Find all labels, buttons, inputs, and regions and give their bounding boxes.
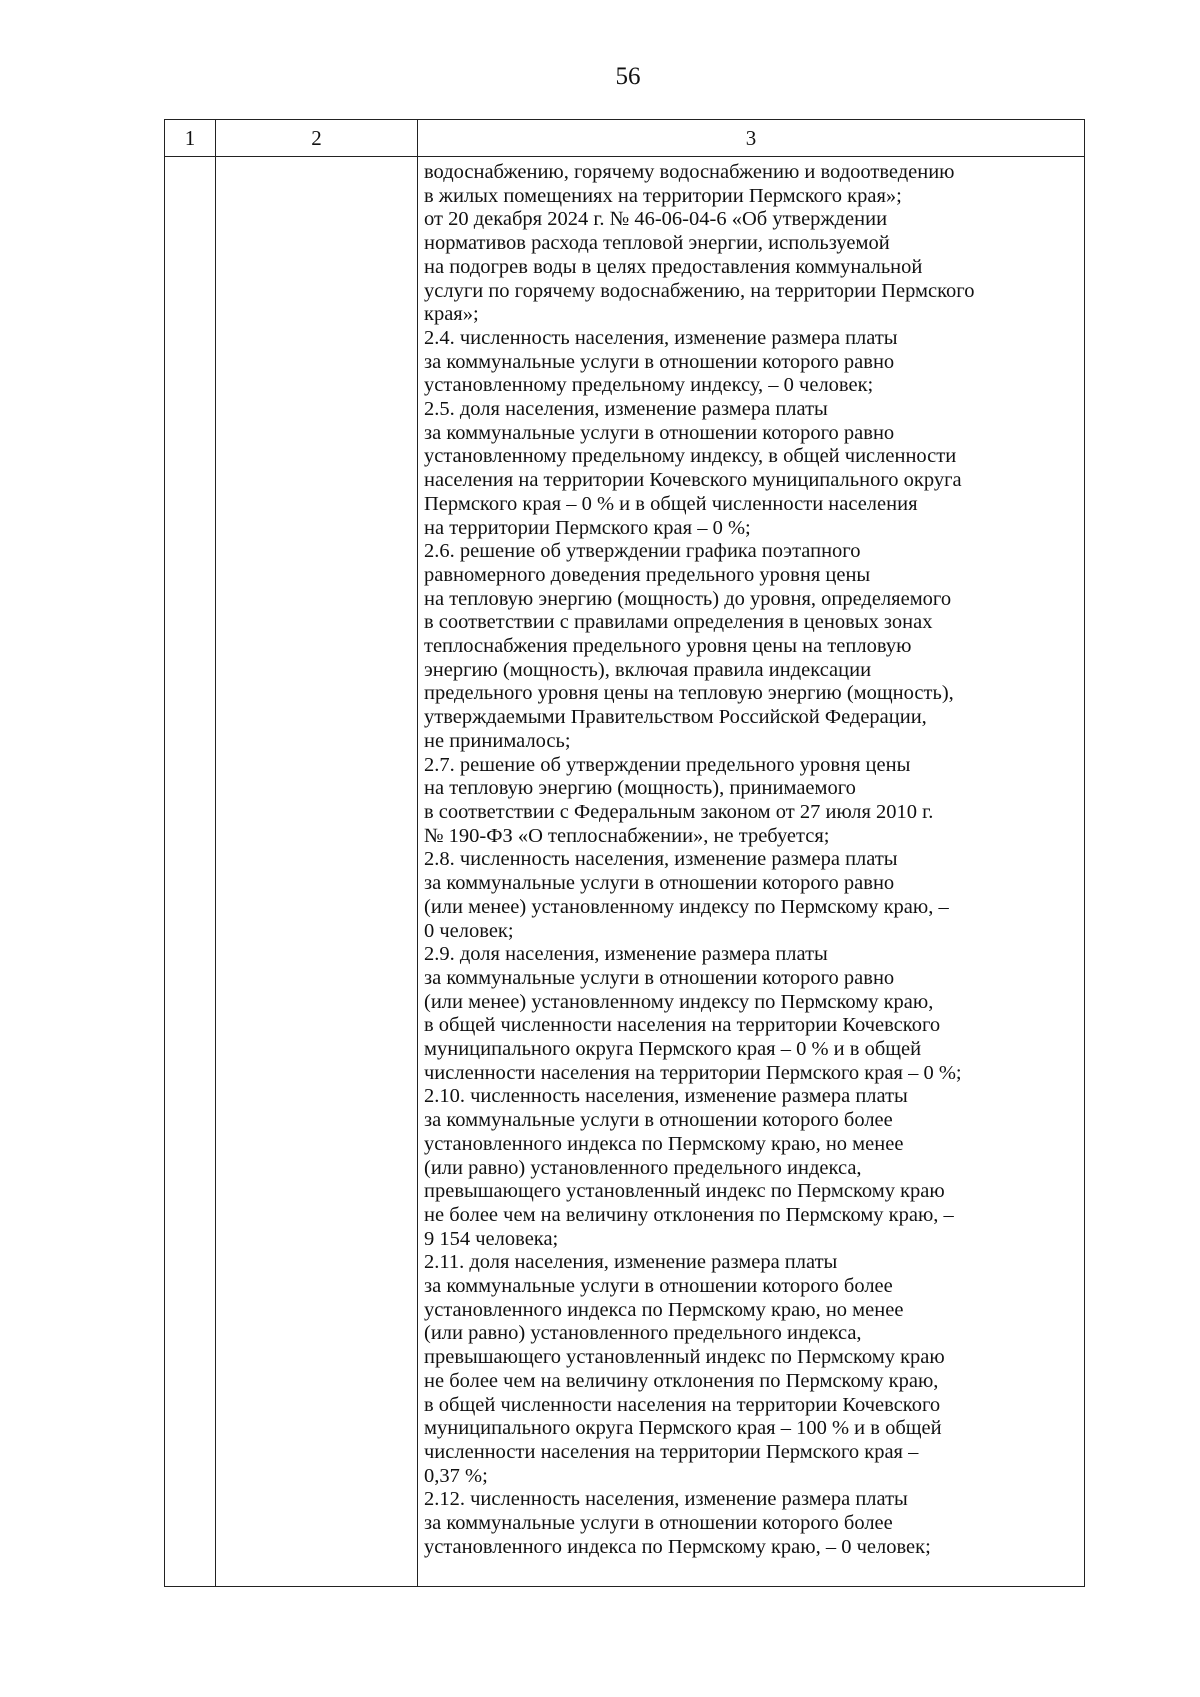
text-line: в общей численности населения на территории Кочевского (424, 1393, 941, 1416)
cell-col-1 (165, 157, 216, 1587)
text-line: услуги по горячему водоснабжению, на территории Пермского (424, 279, 975, 302)
cell-col-3 (418, 157, 1085, 1587)
text-line: 0,37 %; (424, 1464, 488, 1487)
text-line: энергию (мощность), включая правила индексации (424, 658, 872, 681)
text-line: нормативов расхода тепловой энергии, используемой (424, 232, 890, 255)
text-line: превышающего установленный индекс по Пермскому краю (424, 1180, 945, 1203)
text-line: за коммунальные услуги в отношении которого более (424, 1109, 893, 1132)
text-line: (или менее) установленному индексу по Пермскому краю, (424, 990, 934, 1013)
text-line: муниципального округа Пермского края – 100 % и в общей (424, 1417, 942, 1440)
text-line: теплоснабжения предельного уровня цены на тепловую (424, 635, 912, 658)
text-line: численности населения на территории Пермского края – 0 %; (424, 1061, 962, 1084)
column-header-3: 3 (418, 120, 1085, 157)
text-line: (или равно) установленного предельного индекса, (424, 1156, 862, 1179)
text-line: 2.4. численность населения, изменение размера платы (424, 326, 898, 349)
text-line: 2.7. решение об утверждении предельного уровня цены (424, 753, 911, 776)
text-line: 9 154 человека; (424, 1227, 559, 1250)
text-line: за коммунальные услуги в отношении которого равно (424, 872, 895, 895)
text-line: населения на территории Кочевского муниципального округа (424, 469, 962, 492)
text-line: Пермского края – 0 % и в общей численности населения (424, 492, 918, 515)
text-line: за коммунальные услуги в отношении которого более (424, 1275, 893, 1298)
text-line: в общей численности населения на территории Кочевского (424, 1014, 941, 1037)
text-line: (или равно) установленного предельного индекса, (424, 1322, 862, 1345)
text-line: 2.6. решение об утверждении графика поэтапного (424, 540, 861, 563)
text-line: (или менее) установленному индексу по Пермскому краю, – (424, 895, 949, 918)
text-line: на подогрев воды в целях предоставления коммунальной (424, 255, 923, 278)
text-line: не более чем на величину отклонения по Пермскому краю, – (424, 1203, 954, 1226)
text-line: 2.8. численность населения, изменение размера платы (424, 848, 898, 871)
column-header-2: 2 (216, 120, 418, 157)
text-line: установленного индекса по Пермскому краю, но менее (424, 1132, 904, 1155)
text-line: за коммунальные услуги в отношении которого равно (424, 421, 895, 444)
text-line: установленного индекса по Пермскому краю, но менее (424, 1298, 904, 1321)
text-line: утверждаемыми Правительством Российской Федерации, (424, 706, 927, 729)
text-line: № 190-ФЗ «О теплоснабжении», не требуется; (424, 824, 830, 847)
text-line: от 20 декабря 2024 г. № 46-06-04-6 «Об утверждении (424, 208, 888, 231)
text-line: водоснабжению, горячему водоснабжению и водоотведению (424, 161, 955, 183)
text-line: 2.11. доля населения, изменение размера платы (424, 1251, 838, 1274)
text-line: 2.9. доля населения, изменение размера платы (424, 943, 828, 966)
text-line: на тепловую энергию (мощность) до уровня, определяемого (424, 587, 952, 610)
document-table (164, 119, 1085, 1587)
text-line: за коммунальные услуги в отношении которого равно (424, 966, 895, 989)
text-line: 0 человек; (424, 919, 514, 942)
table-row (165, 157, 1085, 1587)
page-number: 56 (615, 63, 641, 90)
text-line: установленному предельному индексу, – 0 человек; (424, 374, 874, 397)
text-line: в соответствии с правилами определения в ценовых зонах (424, 611, 933, 634)
text-line: численности населения на территории Пермского края – (424, 1440, 919, 1463)
text-line: превышающего установленный индекс по Пермскому краю (424, 1346, 945, 1369)
table-header-row (165, 120, 1085, 157)
text-line: в соответствии с Федеральным законом от 27 июля 2010 г. (424, 800, 934, 823)
text-line: равномерного доведения предельного уровня цены (424, 563, 871, 586)
text-line: за коммунальные услуги в отношении которого более (424, 1512, 893, 1535)
text-line: установленного индекса по Пермскому краю, – 0 человек; (424, 1535, 931, 1558)
text-line: не принималось; (424, 729, 571, 752)
text-line: 2.12. численность населения, изменение размера платы (424, 1488, 908, 1511)
text-line: на тепловую энергию (мощность), принимаемого (424, 777, 856, 800)
text-line: за коммунальные услуги в отношении которого равно (424, 350, 895, 373)
text-line: предельного уровня цены на тепловую энергию (мощность), (424, 682, 954, 705)
column-header-1: 1 (165, 120, 216, 157)
text-line: 2.10. численность населения, изменение размера платы (424, 1085, 908, 1108)
text-line: установленному предельному индексу, в общей численности (424, 445, 957, 468)
text-line: 2.5. доля населения, изменение размера платы (424, 398, 828, 421)
text-line: края»; (424, 303, 479, 326)
text-line: на территории Пермского края – 0 %; (424, 516, 751, 539)
text-line: в жилых помещениях на территории Пермского края»; (424, 184, 902, 207)
text-line: не более чем на величину отклонения по Пермскому краю, (424, 1369, 939, 1392)
cell-col-2 (216, 157, 418, 1587)
text-line: муниципального округа Пермского края – 0 % и в общей (424, 1038, 922, 1061)
